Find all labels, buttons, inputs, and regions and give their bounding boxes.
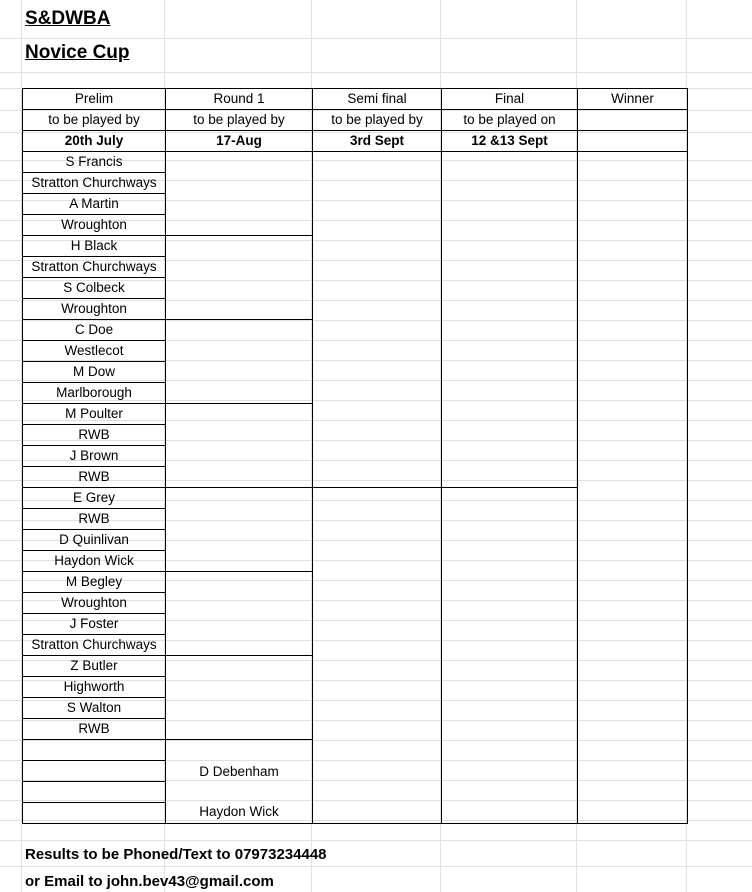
prelim-entry-name[interactable]: S Francis [23, 152, 166, 173]
prelim-entry-club[interactable]: Stratton Churchways [23, 257, 166, 278]
prelim-entry-name[interactable]: S Walton [23, 698, 166, 719]
page-title-competition: Novice Cup [25, 42, 130, 63]
prelim-entry-club[interactable]: Wroughton [23, 299, 166, 320]
round1-slot[interactable] [166, 152, 313, 236]
prelim-entry-name[interactable]: Z Butler [23, 656, 166, 677]
prelim-entry-club[interactable]: Highworth [23, 677, 166, 698]
column-subheader-final: to be played on [442, 110, 578, 131]
column-header-final: Final [442, 89, 578, 110]
prelim-entry-name[interactable]: S Colbeck [23, 278, 166, 299]
column-header-semi-final: Semi final [313, 89, 442, 110]
round1-entry-club: Haydon Wick [199, 803, 279, 819]
column-date-winner [578, 131, 688, 152]
footer-contact-email: or Email to john.bev43@gmail.com [25, 873, 274, 890]
column-header-winner: Winner [578, 89, 688, 110]
prelim-entry-name[interactable]: M Dow [23, 362, 166, 383]
prelim-entry-club[interactable] [23, 761, 166, 782]
grid-row-line [0, 38, 752, 39]
bracket-row [23, 152, 688, 173]
prelim-entry-club[interactable]: RWB [23, 467, 166, 488]
prelim-entry-club[interactable]: Wroughton [23, 215, 166, 236]
bracket-header-row-subheader [23, 110, 688, 131]
round1-slot[interactable] [166, 656, 313, 740]
prelim-entry-club[interactable]: Stratton Churchways [23, 635, 166, 656]
prelim-entry-name[interactable]: E Grey [23, 488, 166, 509]
final-slot[interactable] [442, 152, 578, 488]
round1-slot[interactable] [166, 320, 313, 404]
semi-final-slot[interactable] [313, 152, 442, 488]
column-date-semi-final: 3rd Sept [313, 131, 442, 152]
prelim-entry-club[interactable]: RWB [23, 719, 166, 740]
prelim-entry-name[interactable] [23, 740, 166, 761]
round1-slot[interactable] [166, 404, 313, 488]
winner-slot[interactable] [578, 152, 688, 824]
final-slot[interactable] [442, 488, 578, 824]
round1-slot-debenham[interactable] [166, 740, 313, 824]
column-date-final: 12 &13 Sept [442, 131, 578, 152]
column-subheader-semi-final: to be played by [313, 110, 442, 131]
round1-slot[interactable] [166, 236, 313, 320]
tournament-bracket-table [22, 88, 688, 824]
prelim-entry-name[interactable]: C Doe [23, 320, 166, 341]
prelim-entry-name[interactable] [23, 782, 166, 803]
round1-entry-name: D Debenham [199, 763, 279, 779]
prelim-entry-name[interactable]: H Black [23, 236, 166, 257]
round1-slot[interactable] [166, 488, 313, 572]
prelim-entry-club[interactable]: Marlborough [23, 383, 166, 404]
column-header-round1: Round 1 [166, 89, 313, 110]
grid-row-line [0, 840, 752, 841]
prelim-entry-club[interactable]: Haydon Wick [23, 551, 166, 572]
column-subheader-winner [578, 110, 688, 131]
semi-final-slot[interactable] [313, 488, 442, 824]
prelim-entry-name[interactable]: A Martin [23, 194, 166, 215]
bracket-header-row-dates [23, 131, 688, 152]
grid-row-line [0, 866, 752, 867]
footer-contact-phone: Results to be Phoned/Text to 07973234448 [25, 846, 327, 863]
prelim-entry-club[interactable] [23, 803, 166, 824]
spacer [166, 742, 312, 762]
round1-slot[interactable] [166, 572, 313, 656]
prelim-entry-name[interactable]: J Foster [23, 614, 166, 635]
spacer [166, 782, 312, 802]
column-header-prelim: Prelim [23, 89, 166, 110]
prelim-entry-club[interactable]: RWB [23, 509, 166, 530]
prelim-entry-club[interactable]: RWB [23, 425, 166, 446]
column-subheader-prelim: to be played by [23, 110, 166, 131]
column-date-round1: 17-Aug [166, 131, 313, 152]
column-date-prelim: 20th July [23, 131, 166, 152]
column-subheader-round1: to be played by [166, 110, 313, 131]
prelim-entry-name[interactable]: D Quinlivan [23, 530, 166, 551]
prelim-entry-club[interactable]: Stratton Churchways [23, 173, 166, 194]
bracket-header-row-round-names [23, 89, 688, 110]
prelim-entry-club[interactable]: Wroughton [23, 593, 166, 614]
grid-row-line [0, 72, 752, 73]
prelim-entry-name[interactable]: M Begley [23, 572, 166, 593]
prelim-entry-name[interactable]: M Poulter [23, 404, 166, 425]
prelim-entry-club[interactable]: Westlecot [23, 341, 166, 362]
page-title-organisation: S&DWBA [25, 8, 111, 29]
prelim-entry-name[interactable]: J Brown [23, 446, 166, 467]
